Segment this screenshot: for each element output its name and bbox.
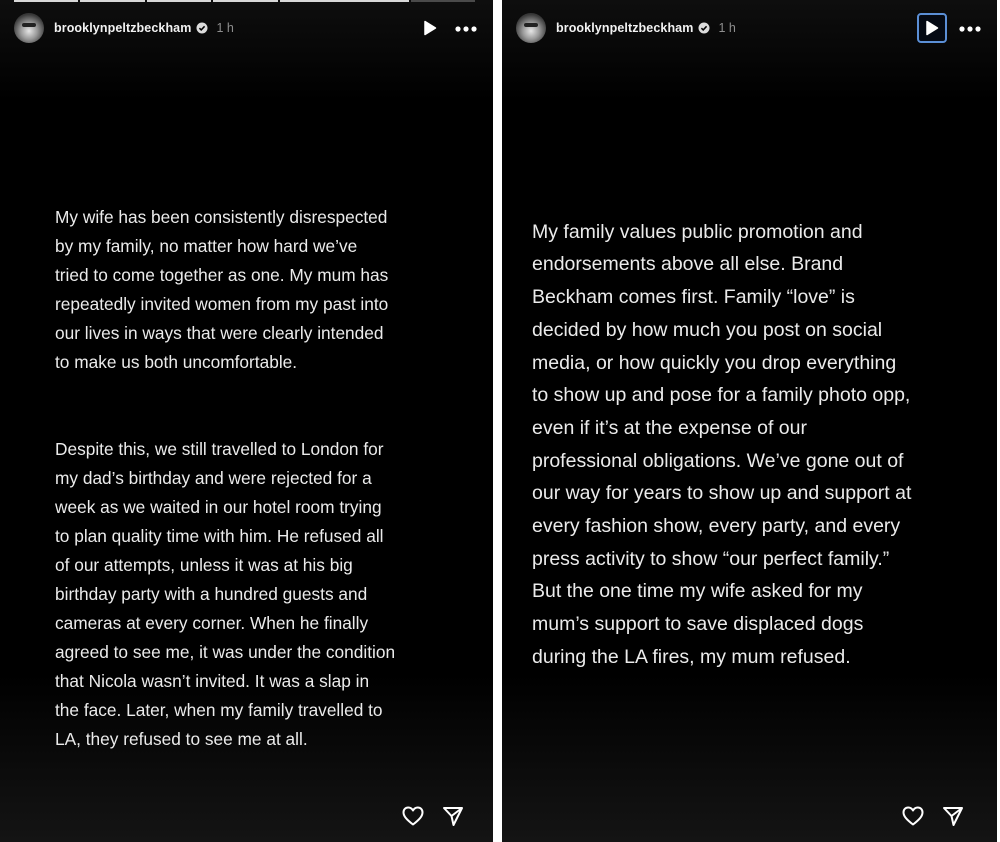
progress-segment bbox=[147, 0, 211, 2]
verified-badge-icon bbox=[698, 22, 710, 34]
story-progress-bar bbox=[14, 0, 475, 2]
username[interactable]: brooklynpeltzbeckham bbox=[556, 21, 694, 35]
play-button[interactable] bbox=[917, 13, 947, 43]
play-icon bbox=[423, 20, 437, 36]
story-footer bbox=[401, 804, 465, 828]
more-options-button[interactable] bbox=[957, 19, 983, 37]
heart-icon[interactable] bbox=[401, 804, 425, 828]
progress-segment bbox=[213, 0, 277, 2]
play-button[interactable] bbox=[417, 15, 443, 41]
story-panel-left bbox=[0, 0, 493, 842]
story-header bbox=[516, 12, 983, 44]
story-paragraph: Despite this, we still travelled to London for my dad’s birthday and were rejected for a week as we waited in our hotel room trying to plan quality time with him. He refused all of our attempts, unless it was at his big birthday party with a hundred guests and cameras at every corner. When he finally agreed to see me, it was under the condition that Nicola wasn’t invited. It was a slap in the face. Later, when my family travelled to LA, they refused to see me at all. bbox=[55, 439, 396, 749]
progress-segment bbox=[14, 0, 78, 2]
send-icon[interactable] bbox=[941, 804, 965, 828]
verified-badge-icon bbox=[196, 22, 208, 34]
story-text bbox=[532, 183, 987, 706]
story-paragraph: My family values public promotion and endorsements above all else. Brand Beckham comes first. Family “love” is decided by how much you post on social media, or how quickly you drop everything to show up and pose for a family photo opp, even if it’s at the expense of our professional obligations. We’ve gone out of our way for years to show up and support at every fashion show, every party, and every press activity to show “our perfect family.” But the one time my wife asked for my mum’s support to save displaced dogs during the LA fires, my mum refused. bbox=[532, 220, 912, 668]
send-icon[interactable] bbox=[441, 804, 465, 828]
heart-icon[interactable] bbox=[901, 804, 925, 828]
story-panel-right bbox=[502, 0, 997, 842]
avatar[interactable] bbox=[14, 13, 44, 43]
play-icon bbox=[925, 20, 939, 36]
avatar[interactable] bbox=[516, 13, 546, 43]
progress-segment bbox=[80, 0, 144, 2]
progress-segment bbox=[411, 0, 475, 2]
more-options-button[interactable] bbox=[453, 19, 479, 37]
username[interactable]: brooklynpeltzbeckham bbox=[54, 21, 192, 35]
more-icon bbox=[959, 26, 981, 32]
timestamp: 1 h bbox=[216, 21, 234, 35]
story-footer bbox=[901, 804, 965, 828]
timestamp: 1 h bbox=[718, 21, 736, 35]
more-icon bbox=[455, 26, 477, 32]
story-paragraph: My wife has been consistently disrespected by my family, no matter how hard we’ve tried to come together as one. My mum has repeatedly invited women from my past into our lives in ways that were clearly intended to make us both uncomfortable. bbox=[55, 207, 389, 372]
panel-divider bbox=[493, 0, 502, 842]
progress-segment-current bbox=[280, 0, 409, 2]
story-text bbox=[55, 174, 475, 783]
story-header bbox=[14, 12, 479, 44]
